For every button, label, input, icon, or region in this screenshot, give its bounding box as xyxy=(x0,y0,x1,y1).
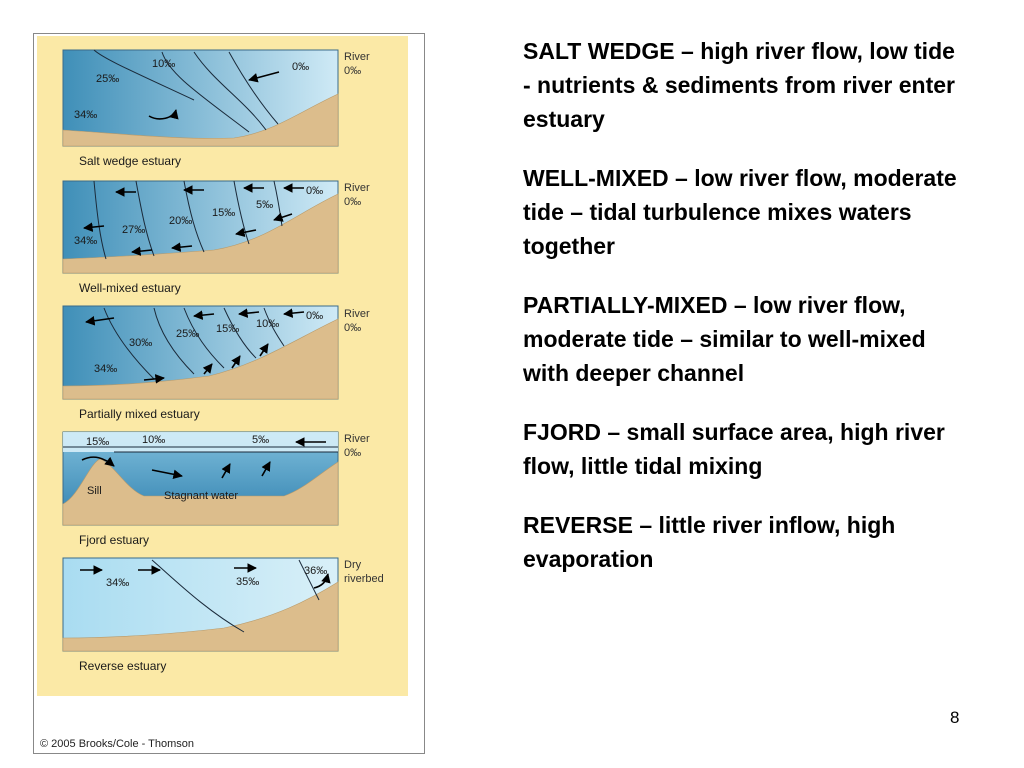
fjord-panel xyxy=(63,432,370,547)
estuary-figure xyxy=(33,33,425,754)
partially-mixed-salinity-label: 0‰ xyxy=(306,310,324,322)
fjord-sill-label: Sill xyxy=(87,485,102,497)
partially-mixed-salinity-label: 34‰ xyxy=(94,363,118,375)
reverse-salinity-label: 34‰ xyxy=(106,577,130,589)
fjord-salinity-label: 10‰ xyxy=(142,434,166,446)
fjord-description: FJORD – small surface area, high river flow, little tidal mixing xyxy=(523,419,945,479)
fjord-salinity-label: 15‰ xyxy=(86,436,110,448)
fjord-stagnant-label: Stagnant water xyxy=(164,490,238,502)
partially-mixed-salinity-label: 15‰ xyxy=(216,323,240,335)
salt-wedge-side-label: River xyxy=(344,51,370,63)
fjord-side-label: 0‰ xyxy=(344,447,362,459)
partially-mixed-side-label: River xyxy=(344,308,370,320)
well-mixed-panel xyxy=(63,181,370,295)
partially-mixed-panel xyxy=(63,306,370,421)
well-mixed-salinity-label: 34‰ xyxy=(74,235,98,247)
estuary-descriptions xyxy=(523,34,963,601)
well-mixed-side-label: 0‰ xyxy=(344,196,362,208)
partially-mixed-side-label: 0‰ xyxy=(344,322,362,334)
partially-mixed-caption: Partially mixed estuary xyxy=(79,407,200,421)
well-mixed-salinity-label: 15‰ xyxy=(212,207,236,219)
copyright-notice: © 2005 Brooks/Cole - Thomson xyxy=(40,738,195,750)
reverse-salinity-label: 36‰ xyxy=(304,565,328,577)
partially-mixed-salinity-label: 30‰ xyxy=(129,337,153,349)
partially-mixed-salinity-label: 10‰ xyxy=(256,318,280,330)
well-mixed-salinity-label: 20‰ xyxy=(169,215,193,227)
reverse-description: REVERSE – little river inflow, high evaporation xyxy=(523,512,896,572)
reverse-side-label: riverbed xyxy=(344,573,384,585)
salt-wedge-salinity-label: 25‰ xyxy=(96,73,120,85)
salt-wedge-salinity-label: 10‰ xyxy=(152,58,176,70)
partially-mixed-salinity-label: 25‰ xyxy=(176,328,200,340)
fjord-caption: Fjord estuary xyxy=(79,533,150,547)
salt-wedge-salinity-label: 0‰ xyxy=(292,61,310,73)
reverse-side-label: Dry xyxy=(344,559,362,571)
salt-wedge-caption: Salt wedge estuary xyxy=(79,154,182,168)
well-mixed-salinity-label: 0‰ xyxy=(306,185,324,197)
salt-wedge-side-label: 0‰ xyxy=(344,65,362,77)
well-mixed-salinity-label: 5‰ xyxy=(256,199,274,211)
reverse-caption: Reverse estuary xyxy=(79,659,167,673)
partially-mixed-description: PARTIALLY-MIXED – low river flow, moderate tide – similar to well-mixed with deeper channel xyxy=(523,292,926,386)
well-mixed-caption: Well-mixed estuary xyxy=(79,281,181,295)
reverse-salinity-label: 35‰ xyxy=(236,576,260,588)
well-mixed-description: WELL-MIXED – low river flow, moderate tide – tidal turbulence mixes waters together xyxy=(523,165,957,259)
page-number: 8 xyxy=(950,708,960,727)
well-mixed-side-label: River xyxy=(344,182,370,194)
fjord-salinity-label: 5‰ xyxy=(252,434,270,446)
salt-wedge-panel xyxy=(63,50,370,168)
well-mixed-salinity-label: 27‰ xyxy=(122,224,146,236)
salt-wedge-salinity-label: 34‰ xyxy=(74,109,98,121)
estuary-diagram xyxy=(34,34,424,753)
reverse-panel xyxy=(63,558,384,673)
fjord-side-label: River xyxy=(344,433,370,445)
salt-wedge-description: SALT WEDGE – high river flow, low tide - nutrients & sediments from river enter estuary xyxy=(523,38,955,132)
